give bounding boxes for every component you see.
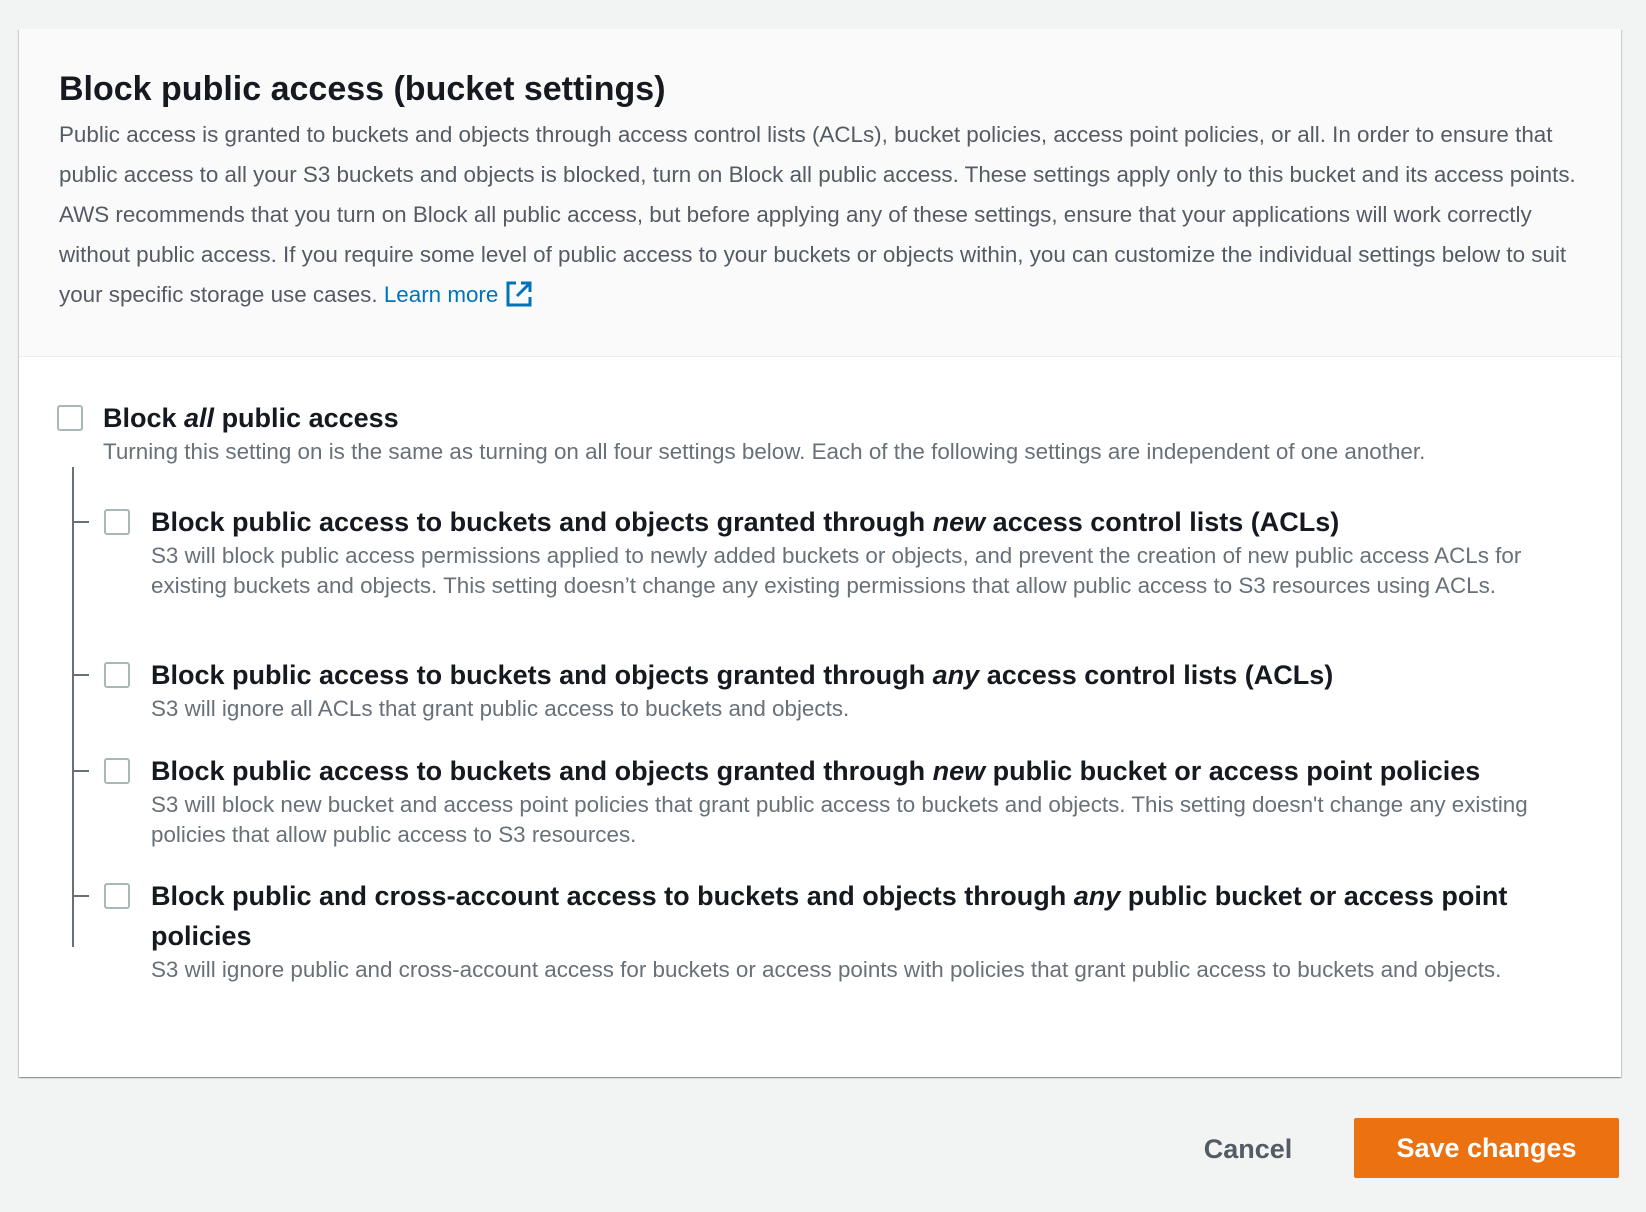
block-any-policies-title-emph: any xyxy=(1073,881,1121,911)
block-new-acls-checkbox[interactable] xyxy=(104,509,130,535)
block-new-acls-title-suffix: access control lists (ACLs) xyxy=(985,507,1340,537)
block-any-acls-title-emph: any xyxy=(932,660,980,690)
block-new-policies-title-emph: new xyxy=(932,756,986,786)
block-new-acls-title-emph: new xyxy=(932,507,986,537)
block-any-acls-title-prefix: Block public access to buckets and objects granted through xyxy=(151,660,933,690)
block-new-policies-title-suffix: public bucket or access point policies xyxy=(985,756,1481,786)
panel-description-text: Public access is granted to buckets and objects through access control lists (ACLs), bucket policies, access point policies, or all. In order to ensure that public access to all your S3 buckets and objects is blocked, turn on Block all public access. These settings apply only to this bucket and its access points. AWS recommends that you turn on Block all public access, but before applying any of these settings, ensure that your applications will work correctly without public access. If you require some level of public access to your buckets or objects within, you can customize the individual settings below to suit your specific storage use cases. xyxy=(59,122,1576,307)
tree-branch-3 xyxy=(72,770,89,772)
panel-header xyxy=(19,29,1621,357)
block-any-policies-checkbox[interactable] xyxy=(104,883,130,909)
block-new-acls-description: S3 will block public access permissions applied to newly added buckets or objects, and prevent the creation of new public access ACLs for existing buckets and objects. This setting doesn’t change any existing permissions that allow public access to S3 resources using ACLs. xyxy=(151,543,1522,598)
save-changes-button[interactable]: Save changes xyxy=(1354,1118,1619,1178)
block-any-acls-checkbox[interactable] xyxy=(104,662,130,688)
block-all-title xyxy=(103,398,399,438)
block-any-policies-title-prefix: Block public and cross-account access to buckets and objects through xyxy=(151,881,1074,911)
learn-more-label: Learn more xyxy=(383,282,499,307)
panel-title: Block public access (bucket settings) xyxy=(59,70,666,108)
external-link-icon xyxy=(506,281,532,307)
block-all-description: Turning this setting on is the same as turning on all four settings below. Each of the following settings are independent of one another. xyxy=(103,439,1426,464)
block-new-policies-description: S3 will block new bucket and access point policies that grant public access to buckets and objects. This setting doesn't change any existing policies that allow public access to S3 resources. xyxy=(151,792,1528,847)
block-any-policies-description: S3 will ignore public and cross-account access for buckets or access points with policies that grant public access to buckets and objects. xyxy=(151,957,1502,982)
tree-branch-1 xyxy=(72,521,89,523)
panel-description xyxy=(59,115,1581,315)
tree-branch-4 xyxy=(72,895,89,897)
block-public-access-panel xyxy=(19,29,1621,1077)
tree-connector-line xyxy=(72,467,74,947)
block-any-acls-title xyxy=(151,655,1333,695)
block-new-policies-title xyxy=(151,751,1480,791)
block-any-policies-title-suffix: public bucket or access point policies xyxy=(151,881,1508,951)
block-all-title-suffix: public access xyxy=(214,403,399,433)
learn-more-link[interactable] xyxy=(384,282,533,307)
cancel-button[interactable]: Cancel xyxy=(1178,1118,1318,1180)
block-any-policies-title xyxy=(151,876,1531,956)
tree-branch-2 xyxy=(72,674,89,676)
block-all-title-emph: all xyxy=(184,403,215,433)
block-new-policies-title-prefix: Block public access to buckets and objects granted through xyxy=(151,756,933,786)
block-new-acls-title xyxy=(151,502,1339,542)
block-any-acls-title-suffix: access control lists (ACLs) xyxy=(979,660,1334,690)
block-any-acls-description: S3 will ignore all ACLs that grant public access to buckets and objects. xyxy=(151,696,850,721)
settings-body xyxy=(19,357,1621,1077)
block-new-acls-title-prefix: Block public access to buckets and objects granted through xyxy=(151,507,933,537)
block-all-title-prefix: Block xyxy=(103,403,185,433)
block-all-checkbox[interactable] xyxy=(57,405,83,431)
block-new-policies-checkbox[interactable] xyxy=(104,758,130,784)
